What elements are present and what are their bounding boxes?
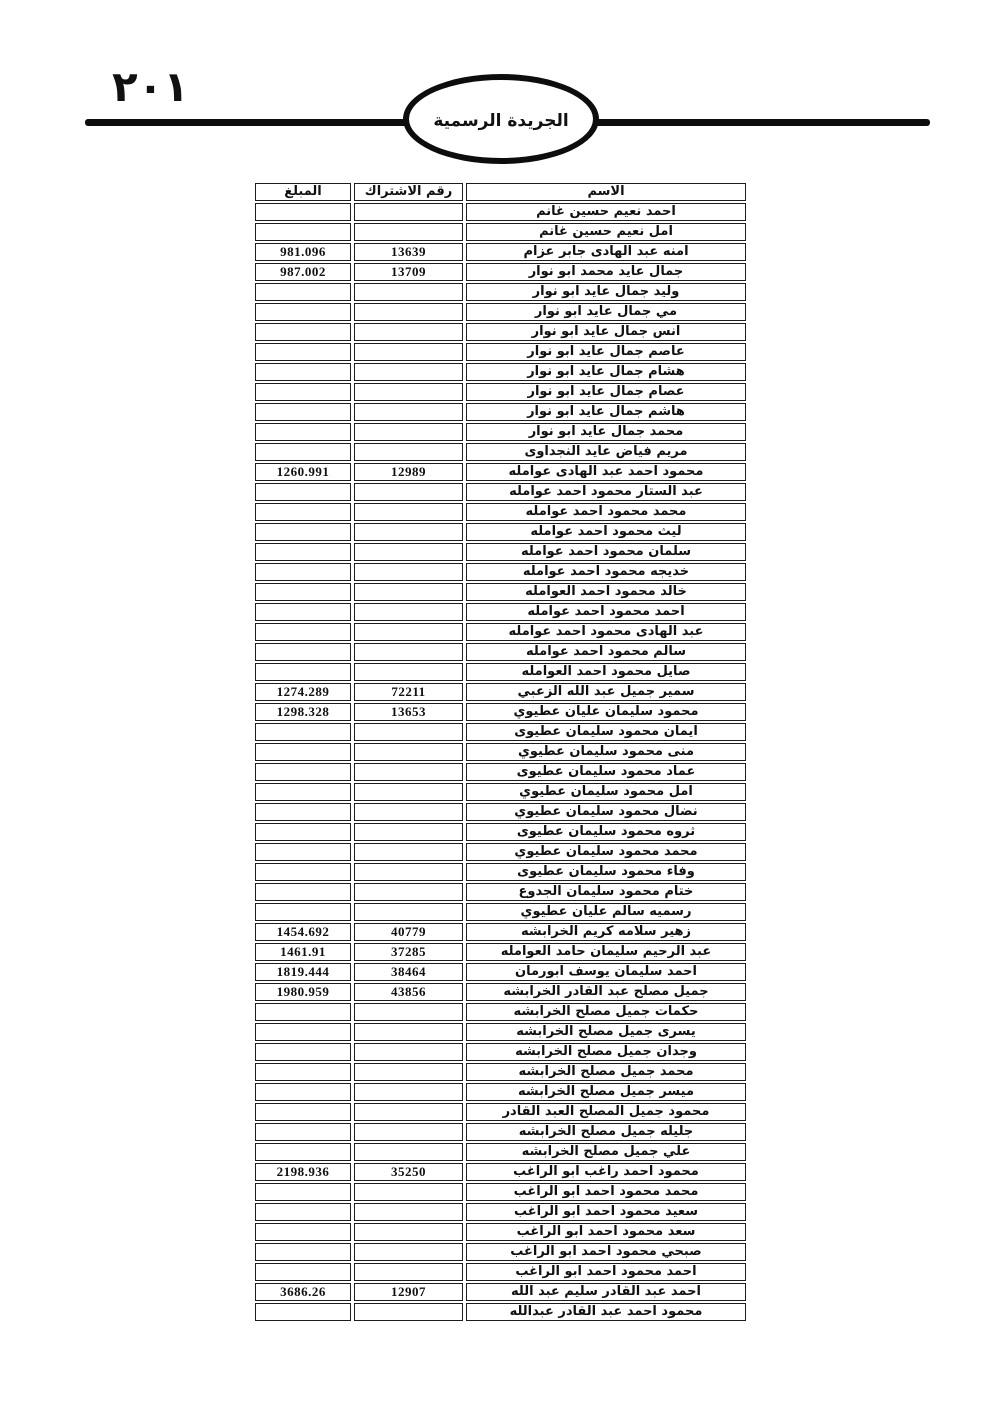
amount-cell (255, 583, 351, 601)
amount-cell (255, 403, 351, 421)
amount-cell: 1819.444 (255, 963, 351, 981)
name-cell: حكمات جميل مصلح الخرابشه (466, 1003, 746, 1021)
name-cell: صايل محمود احمد العوامله (466, 663, 746, 681)
amount-cell (255, 1143, 351, 1161)
table-row (255, 743, 746, 761)
table-row (255, 1023, 746, 1041)
table-row (255, 703, 746, 721)
name-cell: سعد محمود احمد ابو الراغب (466, 1223, 746, 1241)
table-row (255, 1003, 746, 1021)
name-cell: محمود جميل المصلح العبد القادر (466, 1103, 746, 1121)
subscription-number-cell (354, 223, 463, 241)
table-row (255, 623, 746, 641)
table-row (255, 1063, 746, 1081)
amount-cell (255, 223, 351, 241)
name-cell: احمد عبد القادر سليم عبد الله (466, 1283, 746, 1301)
table-row (255, 1163, 746, 1181)
amount-cell: 1454.692 (255, 923, 351, 941)
subscription-number-cell: 40779 (354, 923, 463, 941)
table-row (255, 463, 746, 481)
table-row (255, 583, 746, 601)
table-row (255, 1203, 746, 1221)
name-cell: عبد الهادى محمود احمد عوامله (466, 623, 746, 641)
amount-cell: 981.096 (255, 243, 351, 261)
subscription-number-cell: 43856 (354, 983, 463, 1001)
subscription-number-cell (354, 483, 463, 501)
table-row (255, 1103, 746, 1121)
table-row (255, 263, 746, 281)
name-cell: ختام محمود سليمان الجدوع (466, 883, 746, 901)
name-cell: امل نعيم حسين غانم (466, 223, 746, 241)
subscription-number-cell (354, 203, 463, 221)
subscription-number-cell (354, 523, 463, 541)
name-cell: وليد جمال عايد ابو نوار (466, 283, 746, 301)
name-cell: عصام جمال عايد ابو نوار (466, 383, 746, 401)
name-cell: ميسر جميل مصلح الخرابشه (466, 1083, 746, 1101)
table-row (255, 723, 746, 741)
table-row (255, 403, 746, 421)
name-cell: زهير سلامه كريم الخرابشه (466, 923, 746, 941)
amount-cell (255, 883, 351, 901)
table-row (255, 923, 746, 941)
subscriptions-table (252, 181, 749, 1323)
subscription-number-cell (354, 1223, 463, 1241)
subscription-number-cell (354, 783, 463, 801)
table-row (255, 1243, 746, 1261)
amount-cell: 1461.91 (255, 943, 351, 961)
subscription-number-cell (354, 843, 463, 861)
column-header-subscription-number: رقم الاشتراك (354, 183, 463, 201)
name-cell: امل محمود سليمان عطيوي (466, 783, 746, 801)
name-cell: وجدان جميل مصلح الخرابشه (466, 1043, 746, 1061)
table-body (255, 203, 746, 1321)
amount-cell (255, 1243, 351, 1261)
subscription-number-cell (354, 343, 463, 361)
amount-cell (255, 483, 351, 501)
subscription-number-cell: 13709 (354, 263, 463, 281)
name-cell: وفاء محمود سليمان عطيوى (466, 863, 746, 881)
table-row (255, 863, 746, 881)
subscription-number-cell (354, 903, 463, 921)
subscription-number-cell: 12989 (354, 463, 463, 481)
table-row (255, 983, 746, 1001)
name-cell: محمود سليمان عليان عطيوي (466, 703, 746, 721)
subscription-number-cell (354, 823, 463, 841)
table-row (255, 1283, 746, 1301)
amount-cell (255, 343, 351, 361)
subscription-number-cell (354, 503, 463, 521)
subscription-number-cell (354, 623, 463, 641)
subscription-number-cell (354, 1043, 463, 1061)
subscription-number-cell (354, 1063, 463, 1081)
amount-cell: 1298.328 (255, 703, 351, 721)
subscription-number-cell: 35250 (354, 1163, 463, 1181)
table-row (255, 843, 746, 861)
table-row (255, 523, 746, 541)
subscription-number-cell (354, 1143, 463, 1161)
amount-cell (255, 1023, 351, 1041)
amount-cell: 987.002 (255, 263, 351, 281)
subscription-number-cell: 12907 (354, 1283, 463, 1301)
table-row (255, 203, 746, 221)
subscription-number-cell (354, 763, 463, 781)
name-cell: محمود احمد راغب ابو الراغب (466, 1163, 746, 1181)
name-cell: محمد محمود احمد ابو الراغب (466, 1183, 746, 1201)
table-row (255, 763, 746, 781)
table-row (255, 1143, 746, 1161)
amount-cell (255, 323, 351, 341)
amount-cell (255, 1183, 351, 1201)
column-header-name: الاسم (466, 183, 746, 201)
name-cell: جمال عايد محمد ابو نوار (466, 263, 746, 281)
table-row (255, 443, 746, 461)
name-cell: منى محمود سليمان عطيوي (466, 743, 746, 761)
subscription-number-cell (354, 603, 463, 621)
subscription-number-cell (354, 803, 463, 821)
subscription-number-cell: 72211 (354, 683, 463, 701)
column-header-amount: المبلغ (255, 183, 351, 201)
subscription-number-cell (354, 543, 463, 561)
subscription-number-cell (354, 323, 463, 341)
table-row (255, 803, 746, 821)
amount-cell (255, 383, 351, 401)
subscription-number-cell (354, 1083, 463, 1101)
subscription-number-cell (354, 403, 463, 421)
table-row (255, 563, 746, 581)
subscription-number-cell (354, 863, 463, 881)
amount-cell (255, 723, 351, 741)
amount-cell: 1980.959 (255, 983, 351, 1001)
page-number: ٢٠١ (112, 62, 189, 111)
name-cell: محمد محمود احمد عوامله (466, 503, 746, 521)
table-row (255, 903, 746, 921)
subscription-number-cell (354, 1183, 463, 1201)
name-cell: هشام جمال عايد ابو نوار (466, 363, 746, 381)
table-row (255, 1223, 746, 1241)
name-cell: نضال محمود سليمان عطيوي (466, 803, 746, 821)
amount-cell (255, 503, 351, 521)
amount-cell (255, 623, 351, 641)
name-cell: سمير جميل عبد الله الزعبي (466, 683, 746, 701)
amount-cell (255, 863, 351, 881)
amount-cell (255, 743, 351, 761)
name-cell: يسرى جميل مصلح الخرابشه (466, 1023, 746, 1041)
subscription-number-cell (354, 423, 463, 441)
table-row (255, 643, 746, 661)
amount-cell (255, 1203, 351, 1221)
subscription-number-cell (354, 283, 463, 301)
table-row (255, 283, 746, 301)
subscription-number-cell (354, 1123, 463, 1141)
subscription-number-cell (354, 1203, 463, 1221)
table-row (255, 1303, 746, 1321)
name-cell: احمد محمود احمد عوامله (466, 603, 746, 621)
table-row (255, 1083, 746, 1101)
name-cell: رسميه سالم عليان عطيوي (466, 903, 746, 921)
subscription-number-cell (354, 363, 463, 381)
amount-cell (255, 1303, 351, 1321)
name-cell: علي جميل مصلح الخرابشه (466, 1143, 746, 1161)
table-row (255, 683, 746, 701)
name-cell: عبد الستار محمود احمد عوامله (466, 483, 746, 501)
amount-cell (255, 903, 351, 921)
name-cell: محمد جميل مصلح الخرابشه (466, 1063, 746, 1081)
subscription-number-cell: 13653 (354, 703, 463, 721)
name-cell: انس جمال عايد ابو نوار (466, 323, 746, 341)
table-row (255, 223, 746, 241)
amount-cell (255, 1223, 351, 1241)
table-row (255, 503, 746, 521)
table-row (255, 1123, 746, 1141)
amount-cell (255, 423, 351, 441)
subscription-number-cell (354, 563, 463, 581)
subscription-number-cell (354, 743, 463, 761)
table-row (255, 883, 746, 901)
amount-cell (255, 643, 351, 661)
amount-cell (255, 363, 351, 381)
table-row (255, 423, 746, 441)
table-header-row (255, 183, 746, 201)
name-cell: عبد الرحيم سليمان حامد العوامله (466, 943, 746, 961)
amount-cell (255, 803, 351, 821)
subscription-number-cell (354, 583, 463, 601)
subscription-number-cell (354, 1103, 463, 1121)
amount-cell (255, 563, 351, 581)
amount-cell (255, 663, 351, 681)
amount-cell (255, 783, 351, 801)
subscription-number-cell (354, 1303, 463, 1321)
table-row (255, 543, 746, 561)
amount-cell: 1274.289 (255, 683, 351, 701)
subscription-number-cell (354, 1263, 463, 1281)
name-cell: ثروه محمود سليمان عطيوى (466, 823, 746, 841)
name-cell: مريم فياض عايد النجداوى (466, 443, 746, 461)
amount-cell (255, 443, 351, 461)
name-cell: جليله جميل مصلح الخرابشه (466, 1123, 746, 1141)
name-cell: صبحي محمود احمد ابو الراغب (466, 1243, 746, 1261)
name-cell: امنه عبد الهادى جابر عزام (466, 243, 746, 261)
name-cell: سعيد محمود احمد ابو الراغب (466, 1203, 746, 1221)
name-cell: مي جمال عايد ابو نوار (466, 303, 746, 321)
name-cell: سلمان محمود احمد عوامله (466, 543, 746, 561)
amount-cell (255, 1063, 351, 1081)
subscription-number-cell: 38464 (354, 963, 463, 981)
table-row (255, 383, 746, 401)
name-cell: عماد محمود سليمان عطيوى (466, 763, 746, 781)
amount-cell (255, 1003, 351, 1021)
subscription-number-cell (354, 883, 463, 901)
name-cell: محمد جمال عايد ابو نوار (466, 423, 746, 441)
table-row (255, 483, 746, 501)
name-cell: خالد محمود احمد العوامله (466, 583, 746, 601)
name-cell: محمود احمد عبد القادر عبدالله (466, 1303, 746, 1321)
amount-cell (255, 843, 351, 861)
gazette-banner (403, 74, 599, 164)
subscription-number-cell: 13639 (354, 243, 463, 261)
amount-cell (255, 283, 351, 301)
amount-cell (255, 763, 351, 781)
table-row (255, 363, 746, 381)
subscription-number-cell (354, 663, 463, 681)
name-cell: ليث محمود احمد عوامله (466, 523, 746, 541)
subscription-number-cell (354, 723, 463, 741)
subscription-number-cell (354, 1243, 463, 1261)
table-row (255, 963, 746, 981)
subscription-number-cell (354, 643, 463, 661)
name-cell: احمد سليمان يوسف ابورمان (466, 963, 746, 981)
table-row (255, 783, 746, 801)
name-cell: ايمان محمود سليمان عطيوى (466, 723, 746, 741)
table-row (255, 943, 746, 961)
name-cell: محمود احمد عبد الهادى عوامله (466, 463, 746, 481)
subscription-number-cell (354, 443, 463, 461)
name-cell: احمد محمود احمد ابو الراغب (466, 1263, 746, 1281)
table-row (255, 1043, 746, 1061)
table-row (255, 243, 746, 261)
amount-cell (255, 1123, 351, 1141)
subscription-number-cell: 37285 (354, 943, 463, 961)
table-row (255, 303, 746, 321)
amount-cell: 1260.991 (255, 463, 351, 481)
table-row (255, 323, 746, 341)
table-row (255, 603, 746, 621)
subscription-number-cell (354, 1023, 463, 1041)
name-cell: احمد نعيم حسين غانم (466, 203, 746, 221)
amount-cell (255, 823, 351, 841)
amount-cell (255, 543, 351, 561)
subscription-number-cell (354, 303, 463, 321)
amount-cell (255, 523, 351, 541)
name-cell: سالم محمود احمد عوامله (466, 643, 746, 661)
name-cell: جميل مصلح عبد القادر الخرابشه (466, 983, 746, 1001)
gazette-banner-title: الجريدة الرسمية (433, 111, 569, 131)
amount-cell (255, 303, 351, 321)
subscription-number-cell (354, 1003, 463, 1021)
name-cell: عاصم جمال عايد ابو نوار (466, 343, 746, 361)
amount-cell (255, 1043, 351, 1061)
table-row (255, 823, 746, 841)
table-row (255, 1263, 746, 1281)
table-row (255, 663, 746, 681)
table-row (255, 343, 746, 361)
amount-cell (255, 1103, 351, 1121)
table-row (255, 1183, 746, 1201)
name-cell: محمد محمود سليمان عطيوي (466, 843, 746, 861)
amount-cell: 2198.936 (255, 1163, 351, 1181)
amount-cell (255, 603, 351, 621)
name-cell: خديجه محمود احمد عوامله (466, 563, 746, 581)
subscription-number-cell (354, 383, 463, 401)
amount-cell (255, 1083, 351, 1101)
name-cell: هاشم جمال عايد ابو نوار (466, 403, 746, 421)
amount-cell (255, 1263, 351, 1281)
amount-cell (255, 203, 351, 221)
amount-cell: 3686.26 (255, 1283, 351, 1301)
